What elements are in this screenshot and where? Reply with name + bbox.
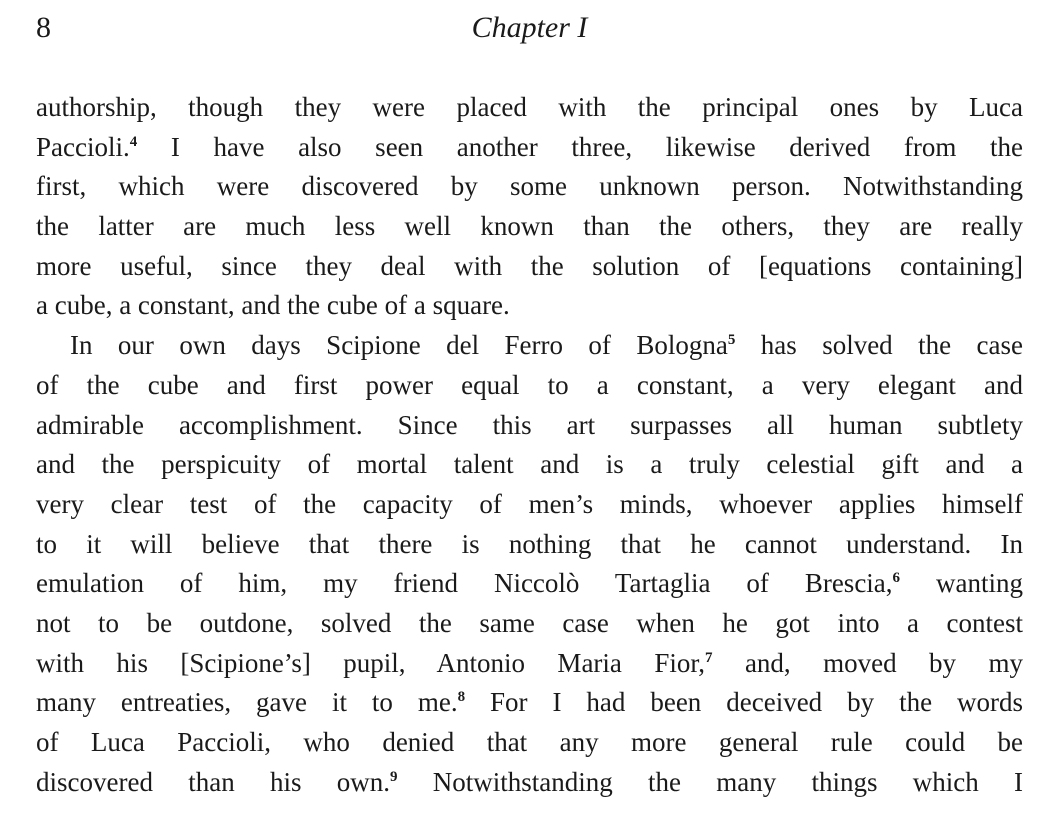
text-segment: more useful, since they deal with the solution of [equations containing]: [36, 250, 1023, 281]
paragraph: [36, 88, 1023, 326]
text-segment: admirable accomplishment. Since this art surpasses all human subtlety: [36, 409, 1023, 440]
page-number: 8: [36, 11, 51, 44]
text-line: [36, 128, 1023, 168]
text-line: [36, 604, 1023, 644]
text-segment: Paccioli.: [36, 131, 130, 162]
text-line: [36, 406, 1023, 446]
text-line: [36, 247, 1023, 287]
running-head: Chapter I: [471, 11, 588, 44]
text-segment: and the perspicuity of mortal talent and is a truly celestial gift and a: [36, 449, 1023, 480]
text-line: [36, 525, 1023, 565]
text-segment: Notwithstanding the many things which I: [397, 766, 1023, 797]
text-segment: wanting: [900, 568, 1023, 599]
text-line: [36, 88, 1023, 128]
text-segment: many entreaties, gave it to me.: [36, 687, 458, 718]
book-page: [36, 0, 1023, 814]
text-line: [36, 445, 1023, 485]
text-line: [36, 286, 1023, 326]
text-segment: discovered than his own.: [36, 766, 390, 797]
text-segment: of the cube and first power equal to a constant, a very elegant and: [36, 369, 1023, 400]
text-line: [36, 485, 1023, 525]
text-line: [36, 207, 1023, 247]
text-line: [36, 644, 1023, 684]
text-segment: In our own days Scipione del Ferro of Bologna: [70, 330, 728, 361]
body-text: [36, 88, 1023, 802]
text-segment: to it will believe that there is nothing that he cannot understand. In: [36, 528, 1023, 559]
footnote-marker: 6: [892, 570, 901, 587]
text-segment: first, which were discovered by some unknown person. Notwithstanding: [36, 171, 1023, 202]
text-segment: I have also seen another three, likewise derived from the: [137, 131, 1023, 162]
text-line: [36, 366, 1023, 406]
text-segment: For I had been deceived by the words: [465, 687, 1023, 718]
text-line: [36, 683, 1023, 723]
text-segment: with his [Scipione’s] pupil, Antonio Maria Fior,: [36, 647, 706, 678]
text-segment: has solved the case: [735, 330, 1023, 361]
footnote-marker: 9: [389, 768, 398, 785]
footnote-marker: 4: [129, 133, 138, 150]
text-segment: of Luca Paccioli, who denied that any more general rule could be: [36, 727, 1023, 757]
text-line: [36, 564, 1023, 604]
text-segment: and, moved by my: [712, 647, 1023, 678]
page-header: [36, 0, 1023, 70]
text-segment: a cube, a constant, and the cube of a square.: [36, 290, 510, 321]
text-line: [36, 763, 1023, 803]
footnote-marker: 7: [705, 649, 713, 666]
footnote-marker: 8: [457, 689, 466, 706]
text-line: [36, 723, 1023, 763]
text-segment: the latter are much less well known than the others, they are really: [36, 211, 1023, 242]
footnote-marker: 5: [727, 332, 736, 349]
text-line: [36, 167, 1023, 207]
paragraph: [36, 326, 1023, 802]
text-segment: not to be outdone, solved the same case when he got into a contest: [36, 607, 1023, 638]
text-segment: authorship, though they were placed with the principal ones by Luca: [36, 92, 1023, 122]
text-line: [36, 326, 1023, 366]
text-segment: emulation of him, my friend Niccolò Tartaglia of Brescia,: [36, 568, 893, 599]
text-segment: very clear test of the capacity of men’s minds, whoever applies himself: [36, 488, 1023, 519]
